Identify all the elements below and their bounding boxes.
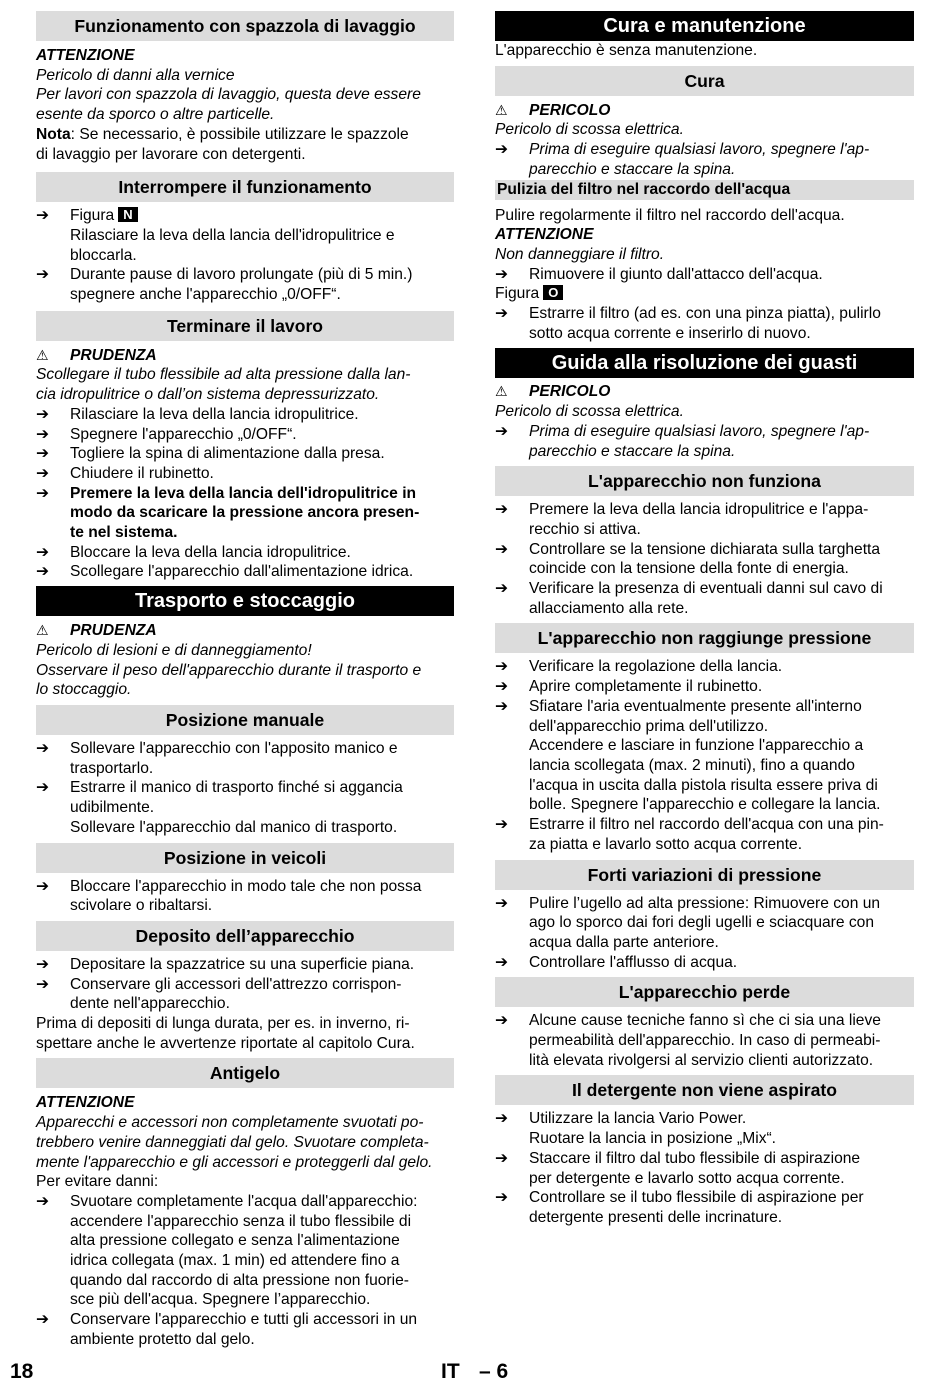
text: Figura — [495, 285, 540, 303]
text: Estrarre il filtro (ad es. con una pinza piatta), pulirlo — [529, 305, 881, 323]
text: Controllare l'afflusso di acqua. — [529, 953, 738, 971]
list-item — [36, 543, 454, 563]
list-item — [495, 657, 914, 677]
text: Controllare se la tensione dichiarata sulla targhetta — [529, 540, 881, 558]
arrow-icon: ➔ — [495, 953, 509, 971]
figure-badge: O — [543, 285, 563, 300]
left-column — [36, 11, 454, 1350]
text: detergente presenti delle incrinature. — [529, 1208, 783, 1226]
text: ambiente protetto dal gelo. — [70, 1330, 255, 1348]
heading-trasporto: Trasporto e stoccaggio — [36, 586, 454, 616]
text: bolle. Spegnere l'apparecchio e collegare la lancia. — [529, 796, 881, 814]
heading-interrompere: Interrompere il funzionamento — [36, 172, 454, 202]
list-item — [495, 540, 914, 560]
arrow-icon: ➔ — [36, 207, 50, 225]
text: Utilizzare la lancia Vario Power. — [529, 1110, 747, 1128]
text: lità elevata rivolgersi al servizio clienti autorizzato. — [529, 1051, 874, 1069]
list-item — [36, 444, 454, 464]
language-code: IT — [441, 1360, 460, 1383]
text: Rilasciare la leva della lancia idropulitrice. — [70, 405, 359, 423]
text: Verificare la presenza di eventuali danni sul cavo di — [529, 580, 883, 598]
text: spettare anche le avvertenze riportate al capitolo Cura. — [36, 1034, 415, 1052]
page-number: 18 — [10, 1360, 34, 1383]
arrow-icon: ➔ — [495, 580, 509, 598]
text: Conservare l'apparecchio e tutti gli accessori in un — [70, 1311, 418, 1329]
text: Premere la leva della lancia dell'idropulitrice in — [70, 484, 417, 502]
text: acqua dalla parte anteriore. — [529, 933, 719, 951]
arrow-icon: ➔ — [495, 422, 509, 440]
arrow-icon: ➔ — [495, 501, 509, 519]
right-column — [495, 11, 914, 1228]
list-item — [495, 1011, 914, 1031]
text: accendere l'apparecchio senza il tubo flessibile di — [70, 1212, 412, 1230]
list-item — [495, 953, 914, 973]
arrow-icon: ➔ — [495, 1189, 509, 1207]
list-item — [36, 562, 454, 582]
text: Togliere la spina di alimentazione dalla presa. — [70, 445, 385, 463]
heading-posizione-manuale: Posizione manuale — [36, 705, 454, 735]
warning-line — [36, 346, 454, 366]
subheading-pulizia-filtro: Pulizia del filtro nel raccordo dell'acqua — [495, 180, 914, 200]
section-page: – 6 — [479, 1360, 509, 1383]
arrow-icon: ➔ — [495, 678, 509, 696]
text: Alcune cause tecniche fanno sì che ci sia una lieve — [529, 1012, 881, 1030]
heading-antigelo: Antigelo — [36, 1058, 454, 1088]
text: Per lavori con spazzola di lavaggio, questa deve essere — [36, 86, 421, 104]
text: Svuotare completamente l'acqua dall'apparecchio: — [70, 1192, 418, 1210]
warning-label: PERICOLO — [529, 101, 611, 119]
text: Pulire regolarmente il filtro nel raccordo dell'acqua. — [495, 206, 845, 224]
text: Sollevare l'apparecchio con l'apposito manico e — [70, 739, 398, 757]
list-item — [495, 422, 914, 442]
text: Sollevare l'apparecchio dal manico di trasporto. — [70, 818, 398, 836]
text: ago lo sporco dai fori degli ugelli e sciacquare con — [529, 914, 875, 932]
arrow-icon: ➔ — [36, 484, 50, 502]
arrow-icon: ➔ — [36, 779, 50, 797]
note-label: Nota — [36, 125, 71, 143]
list-item — [36, 206, 454, 226]
list-item — [495, 265, 914, 285]
arrow-icon: ➔ — [495, 697, 509, 715]
text: udibilmente. — [70, 799, 155, 817]
list-item — [36, 1310, 454, 1330]
text: Prima di eseguire qualsiasi lavoro, spegnere l'ap- — [529, 422, 870, 440]
text: scivolare o ribaltarsi. — [70, 897, 213, 915]
list-item — [495, 815, 914, 835]
list-item — [495, 304, 914, 324]
heading-non-funziona: L'apparecchio non funziona — [495, 466, 914, 496]
text: di lavaggio per lavorare con detergenti. — [36, 145, 306, 163]
text: parecchio e staccare la spina. — [529, 442, 736, 460]
text: dell'apparecchio prima dell'utilizzo. — [529, 717, 769, 735]
text: Apparecchi e accessori non completamente svuotati po- — [36, 1114, 424, 1132]
arrow-icon: ➔ — [495, 894, 509, 912]
arrow-icon: ➔ — [495, 265, 509, 283]
list-item — [36, 1192, 454, 1212]
list-item — [36, 484, 454, 504]
text: quando dal raccordo di alta pressione non fuorie- — [70, 1271, 409, 1289]
arrow-icon: ➔ — [36, 877, 50, 895]
text: Chiudere il rubinetto. — [70, 464, 214, 482]
text: Depositare la spazzatrice su una superficie piana. — [70, 955, 415, 973]
text: : Se necessario, è possibile utilizzare le spazzole — [70, 125, 409, 143]
heading-guida-guasti: Guida alla risoluzione dei guasti — [495, 348, 914, 378]
text: Prima di depositi di lunga durata, per es. in inverno, ri- — [36, 1015, 410, 1033]
text: te nel sistema. — [70, 524, 178, 542]
text: Conservare gli accessori dell'attrezzo corrispon- — [70, 975, 402, 993]
text: Controllare se il tubo flessibile di aspirazione per — [529, 1189, 864, 1207]
list-item — [36, 265, 454, 285]
arrow-icon: ➔ — [36, 1192, 50, 1210]
text: per detergente e lavarlo sotto acqua corrente. — [529, 1169, 845, 1187]
heading-deposito: Deposito dell’apparecchio — [36, 921, 454, 951]
warning-label: PERICOLO — [529, 383, 611, 401]
warning-label: PRUDENZA — [70, 622, 157, 640]
text: Pulire l’ugello ad alta pressione: Rimuovere con un — [529, 894, 881, 912]
attention-label: ATTENZIONE — [36, 47, 135, 64]
arrow-icon: ➔ — [36, 445, 50, 463]
text: Figura — [70, 207, 115, 225]
arrow-icon: ➔ — [495, 1149, 509, 1167]
arrow-icon: ➔ — [495, 1110, 509, 1128]
text: Ruotare la lancia in posizione „Mix“. — [529, 1130, 777, 1148]
text: coincide con la tensione della fonte di energia. — [529, 560, 849, 578]
arrow-icon: ➔ — [495, 540, 509, 558]
text: sce più dell'acqua. Spegnere l’apparecchio. — [70, 1291, 371, 1309]
text: L'apparecchio è senza manutenzione. — [495, 42, 758, 59]
text: Premere la leva della lancia idropulitrice e l'appa- — [529, 501, 869, 519]
warning-icon: ⚠ — [495, 383, 508, 400]
list-item — [495, 697, 914, 717]
arrow-icon: ➔ — [36, 405, 50, 423]
list-item — [36, 425, 454, 445]
arrow-icon: ➔ — [36, 739, 50, 757]
arrow-icon: ➔ — [36, 975, 50, 993]
arrow-icon: ➔ — [495, 816, 509, 834]
list-item — [36, 778, 454, 798]
text: dente nell'apparecchio. — [70, 995, 230, 1013]
warning-icon: ⚠ — [36, 622, 49, 639]
list-item — [495, 500, 914, 520]
text: permeabilità dell'apparecchio. In caso di permeabi- — [529, 1032, 881, 1050]
text: Pericolo di scossa elettrica. — [495, 403, 684, 421]
list-item — [36, 464, 454, 484]
warning-icon: ⚠ — [36, 346, 49, 363]
warning-line — [495, 382, 914, 402]
list-item — [495, 140, 914, 160]
list-item — [495, 677, 914, 697]
heading-variazioni-pressione: Forti variazioni di pressione — [495, 860, 914, 890]
arrow-icon: ➔ — [36, 464, 50, 482]
text: bloccarla. — [70, 246, 137, 264]
heading-cura: Cura — [495, 66, 914, 96]
text: Aprire completamente il rubinetto. — [529, 678, 763, 696]
note-line — [36, 125, 454, 145]
text: Bloccare l'apparecchio in modo tale che non possa — [70, 877, 422, 895]
text: Pericolo di danni alla vernice — [36, 66, 235, 84]
text: Durante pause di lavoro prolungate (più di 5 min.) — [70, 266, 413, 284]
text: Per evitare danni: — [36, 1173, 159, 1191]
arrow-icon: ➔ — [495, 658, 509, 676]
text: Rilasciare la leva della lancia dell'idropulitrice e — [70, 226, 395, 244]
arrow-icon: ➔ — [36, 543, 50, 561]
warning-icon: ⚠ — [495, 101, 508, 118]
text: recchio si attiva. — [529, 520, 641, 538]
text: Scollegare il tubo flessibile ad alta pressione dalla lan- — [36, 366, 411, 384]
heading-posizione-veicoli: Posizione in veicoli — [36, 843, 454, 873]
text: mente l'apparecchio e gli accessori e proteggerli dal gelo. — [36, 1153, 433, 1171]
text: modo da scaricare la pressione ancora presen- — [70, 504, 420, 522]
heading-spazzola: Funzionamento con spazzola di lavaggio — [36, 11, 454, 41]
list-item — [36, 975, 454, 995]
text: Osservare il peso dell'apparecchio durante il trasporto e — [36, 661, 422, 679]
text: Accendere e lasciare in funzione l'apparecchio a — [529, 737, 864, 755]
figure-line — [495, 284, 914, 304]
list-item — [36, 955, 454, 975]
text: allacciamento alla rete. — [529, 599, 689, 617]
text: Staccare il filtro dal tubo flessibile di aspirazione — [529, 1149, 861, 1167]
text: trebbero venire danneggiati dal gelo. Svuotare completa- — [36, 1133, 429, 1151]
text: Pericolo di scossa elettrica. — [495, 121, 684, 139]
text: lancia scollegata (max. 2 minuti), fino a quando — [529, 756, 855, 774]
text: parecchio e staccare la spina. — [529, 160, 736, 178]
text: za piatta e lavarlo sotto acqua corrente. — [529, 835, 803, 853]
list-item — [36, 877, 454, 897]
text: alta pressione collegato e senza l'alimentazione — [70, 1232, 400, 1250]
heading-cura-manutenzione: Cura e manutenzione — [495, 11, 914, 41]
text: idrica collegata (max. 1 min) ed attendere fino a — [70, 1252, 400, 1270]
text: Non danneggiare il filtro. — [495, 245, 665, 263]
list-item — [495, 1109, 914, 1129]
arrow-icon: ➔ — [495, 305, 509, 323]
arrow-icon: ➔ — [36, 955, 50, 973]
warning-label: PRUDENZA — [70, 346, 157, 364]
arrow-icon: ➔ — [495, 1012, 509, 1030]
text: Pericolo di lesioni e di danneggiamento! — [36, 641, 312, 659]
attention-label: ATTENZIONE — [495, 226, 594, 244]
text: Rimuovere il giunto dall'attacco dell'acqua. — [529, 265, 823, 283]
text: esente da sporco o altre particelle. — [36, 106, 275, 124]
figure-badge: N — [118, 207, 137, 222]
text: Estrarre il filtro nel raccordo dell'acqua con una pin- — [529, 816, 884, 834]
text: Estrarre il manico di trasporto finché si aggancia — [70, 779, 403, 797]
attention-label: ATTENZIONE — [36, 1094, 135, 1112]
text: Spegnere l'apparecchio „0/OFF“. — [70, 425, 297, 443]
heading-non-raggiunge-pressione: L'apparecchio non raggiunge pressione — [495, 623, 914, 653]
heading-detergente: Il detergente non viene aspirato — [495, 1075, 914, 1105]
text: Bloccare la leva della lancia idropulitrice. — [70, 543, 351, 561]
text: trasportarlo. — [70, 759, 154, 777]
text: sotto acqua corrente e inserirlo di nuovo. — [529, 324, 811, 342]
arrow-icon: ➔ — [495, 141, 509, 159]
text: Sfiatare l'aria eventualmente presente all'interno — [529, 697, 862, 715]
heading-terminare: Terminare il lavoro — [36, 311, 454, 341]
list-item — [495, 1149, 914, 1169]
warning-line — [495, 101, 914, 121]
arrow-icon: ➔ — [36, 1311, 50, 1329]
arrow-icon: ➔ — [36, 266, 50, 284]
text: cia idropulitrice o dall’on sistema depressurizzato. — [36, 386, 380, 404]
warning-line — [36, 621, 454, 641]
arrow-icon: ➔ — [36, 425, 50, 443]
arrow-icon: ➔ — [36, 563, 50, 581]
list-item — [495, 579, 914, 599]
list-item — [495, 1188, 914, 1208]
text: Scollegare l'apparecchio dall'alimentazione idrica. — [70, 563, 414, 581]
text: Verificare la regolazione della lancia. — [529, 658, 783, 676]
list-item — [36, 739, 454, 759]
list-item — [36, 405, 454, 425]
list-item — [495, 894, 914, 914]
text: lo stoccaggio. — [36, 681, 132, 699]
text: Prima di eseguire qualsiasi lavoro, spegnere l'ap- — [529, 141, 870, 159]
heading-apparecchio-perde: L'apparecchio perde — [495, 977, 914, 1007]
text: l'acqua in uscita dalla pistola risulta essere priva di — [529, 776, 878, 794]
text: spegnere anche l'apparecchio „0/OFF“. — [70, 286, 341, 304]
